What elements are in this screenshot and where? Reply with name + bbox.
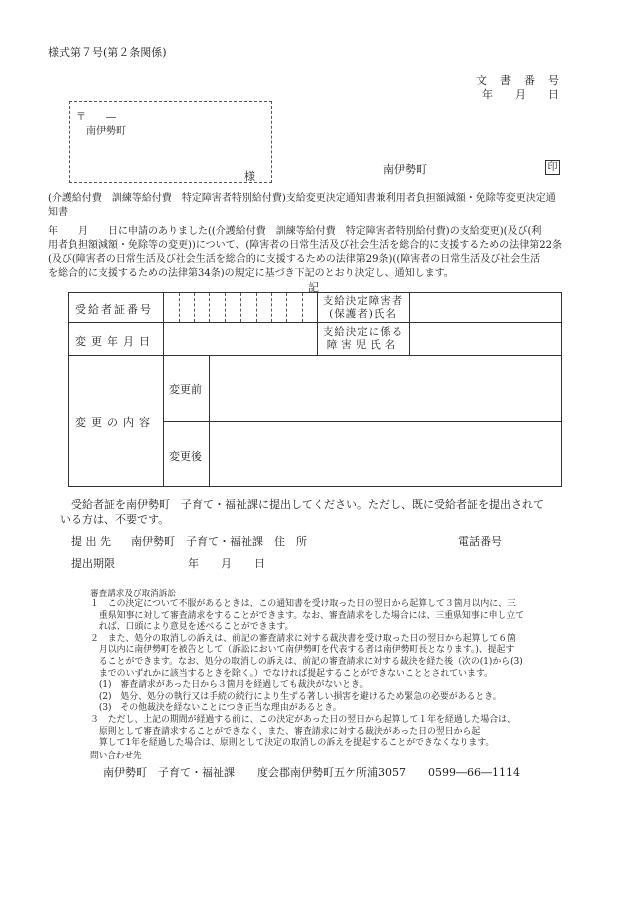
document-number-label: 文 書 番 号 — [476, 74, 560, 87]
body-line-3: (及び(障害者の日常生活及び社会生活を総合的に支援するための法律第29条)((障害者の日常生活及び社会生活 — [48, 254, 541, 265]
change-date-label: 変更年月日 — [75, 335, 155, 348]
recipient-honorific: 様 — [244, 170, 255, 183]
note-line: １ この決定について不服があるときは、この通知書を受け取った日の翌日から起算して３箇月以内に、三 — [90, 599, 516, 609]
guardian-label-2: (保護者)氏名 — [329, 308, 397, 320]
decision-table — [68, 292, 562, 487]
document-date: 年 月 日 — [482, 88, 559, 101]
submit-to-label: 提 出 先 — [71, 535, 111, 548]
note-line: 原則として審査請求することができなく、また、審査請求に対する裁決があった日の翌日から起 — [90, 726, 481, 737]
notice-title-line-1: (介護給付費 訓練等給付費 特定障害者特別給付費)支給変更決定通知書兼利用者負担額減額・免除等変更決定通 — [48, 193, 556, 204]
note-line: (3) その他裁決を経ないことにつき正当な理由があるとき。 — [90, 703, 342, 714]
body-line-1: 年 月 日に申請のありました((介護給付費 訓練等給付費 特定障害者特別給付費)の支給変更)(及び(利 — [48, 226, 542, 237]
child-label-2: 障害児氏名 — [326, 339, 400, 351]
notes-heading: 審査請求及び取消訴訟 — [90, 589, 176, 599]
submit-notice-line-2: いる方は、不要です。 — [60, 513, 170, 526]
seal-mark: 印 — [545, 160, 560, 175]
note-line: ３ ただし、上記の期間が経過する前に、この決定があった日の翌日から起算して１年を経過した場合は、 — [90, 714, 516, 725]
note-line: れば、口頭により意見を述べることができます。 — [90, 622, 294, 633]
recipient-town: 南伊勢町 — [86, 126, 126, 137]
note-line: (2) 処分、処分の執行又は手続の続行により生ずる著しい損害を避けるため緊急の必要があるとき。 — [90, 691, 502, 702]
postal-code: 〒 ― — [76, 112, 116, 123]
submit-to-value: 南伊勢町 子育て・福祉課 住 所 — [131, 535, 307, 548]
contact-value: 南伊勢町 子育て・福祉課 度会郡南伊勢町五ケ所浦3057 0599―66―1114 — [103, 766, 520, 779]
before-label: 変更前 — [169, 383, 202, 396]
issuer-name: 南伊勢町 — [383, 163, 427, 176]
note-line: ２ また、処分の取消しの訴えは、前記の審査請求に対する裁決書を受け取った日の翌日から起算して６箇 — [90, 633, 516, 644]
note-line: 重県知事に対して審査請求をすることができます。なお、審査請求をした場合には、三重県知事に申し立て — [90, 610, 525, 621]
note-line: ることができます。なお、処分の取消しの訴えは、前記の審査請求に対する裁決を経た後（次の(1)から(3) — [90, 656, 523, 667]
recipient-number-label: 受給者証番号 — [75, 303, 153, 316]
after-label: 変更後 — [169, 450, 202, 463]
address-box — [69, 101, 272, 183]
notes-block — [90, 599, 524, 750]
deadline-value: 年 月 日 — [188, 557, 265, 570]
phone-label: 電話番号 — [458, 535, 502, 548]
contact-label: 問い合わせ先 — [90, 751, 142, 761]
child-label-1: 支給決定に係る — [322, 326, 404, 338]
form-title: 様式第７号(第２条関係) — [48, 46, 167, 59]
change-content-label: 変更の内容 — [75, 416, 155, 429]
notice-title-line-2: 知書 — [48, 207, 68, 218]
guardian-label-1: 支給決定障害者 — [322, 295, 404, 307]
note-line: 算して1年を経過した場合は、原則として決定の取消しの訴えを提起することができなくなります。 — [90, 738, 495, 749]
note-line: 月以内に南伊勢町を被告として（訴訟において南伊勢町を代表する者は南伊勢町長となります。)、提起す — [90, 645, 515, 656]
ki-heading: 記 — [308, 281, 319, 294]
body-line-4: を総合的に支援するための法律第34条)の規定に基づき下記のとおり決定し、通知します。 — [48, 268, 454, 279]
note-line: までのいずれかに該当するときを除く。）でなければ提起することができないこととされています。 — [90, 668, 493, 679]
deadline-label: 提出期限 — [71, 557, 115, 570]
body-line-2: 用者負担額減額・免除等の変更))について、(障害者の日常生活及び社会生活を総合的に支援するための法律第22条 — [48, 240, 563, 251]
submit-notice-line-1: 受給者証を南伊勢町 子育て・福祉課に提出してください。ただし、既に受給者証を提出されて — [71, 498, 544, 511]
note-line: (1) 審査請求があった日から３箇月を経過しても裁決がないとき。 — [90, 680, 369, 691]
